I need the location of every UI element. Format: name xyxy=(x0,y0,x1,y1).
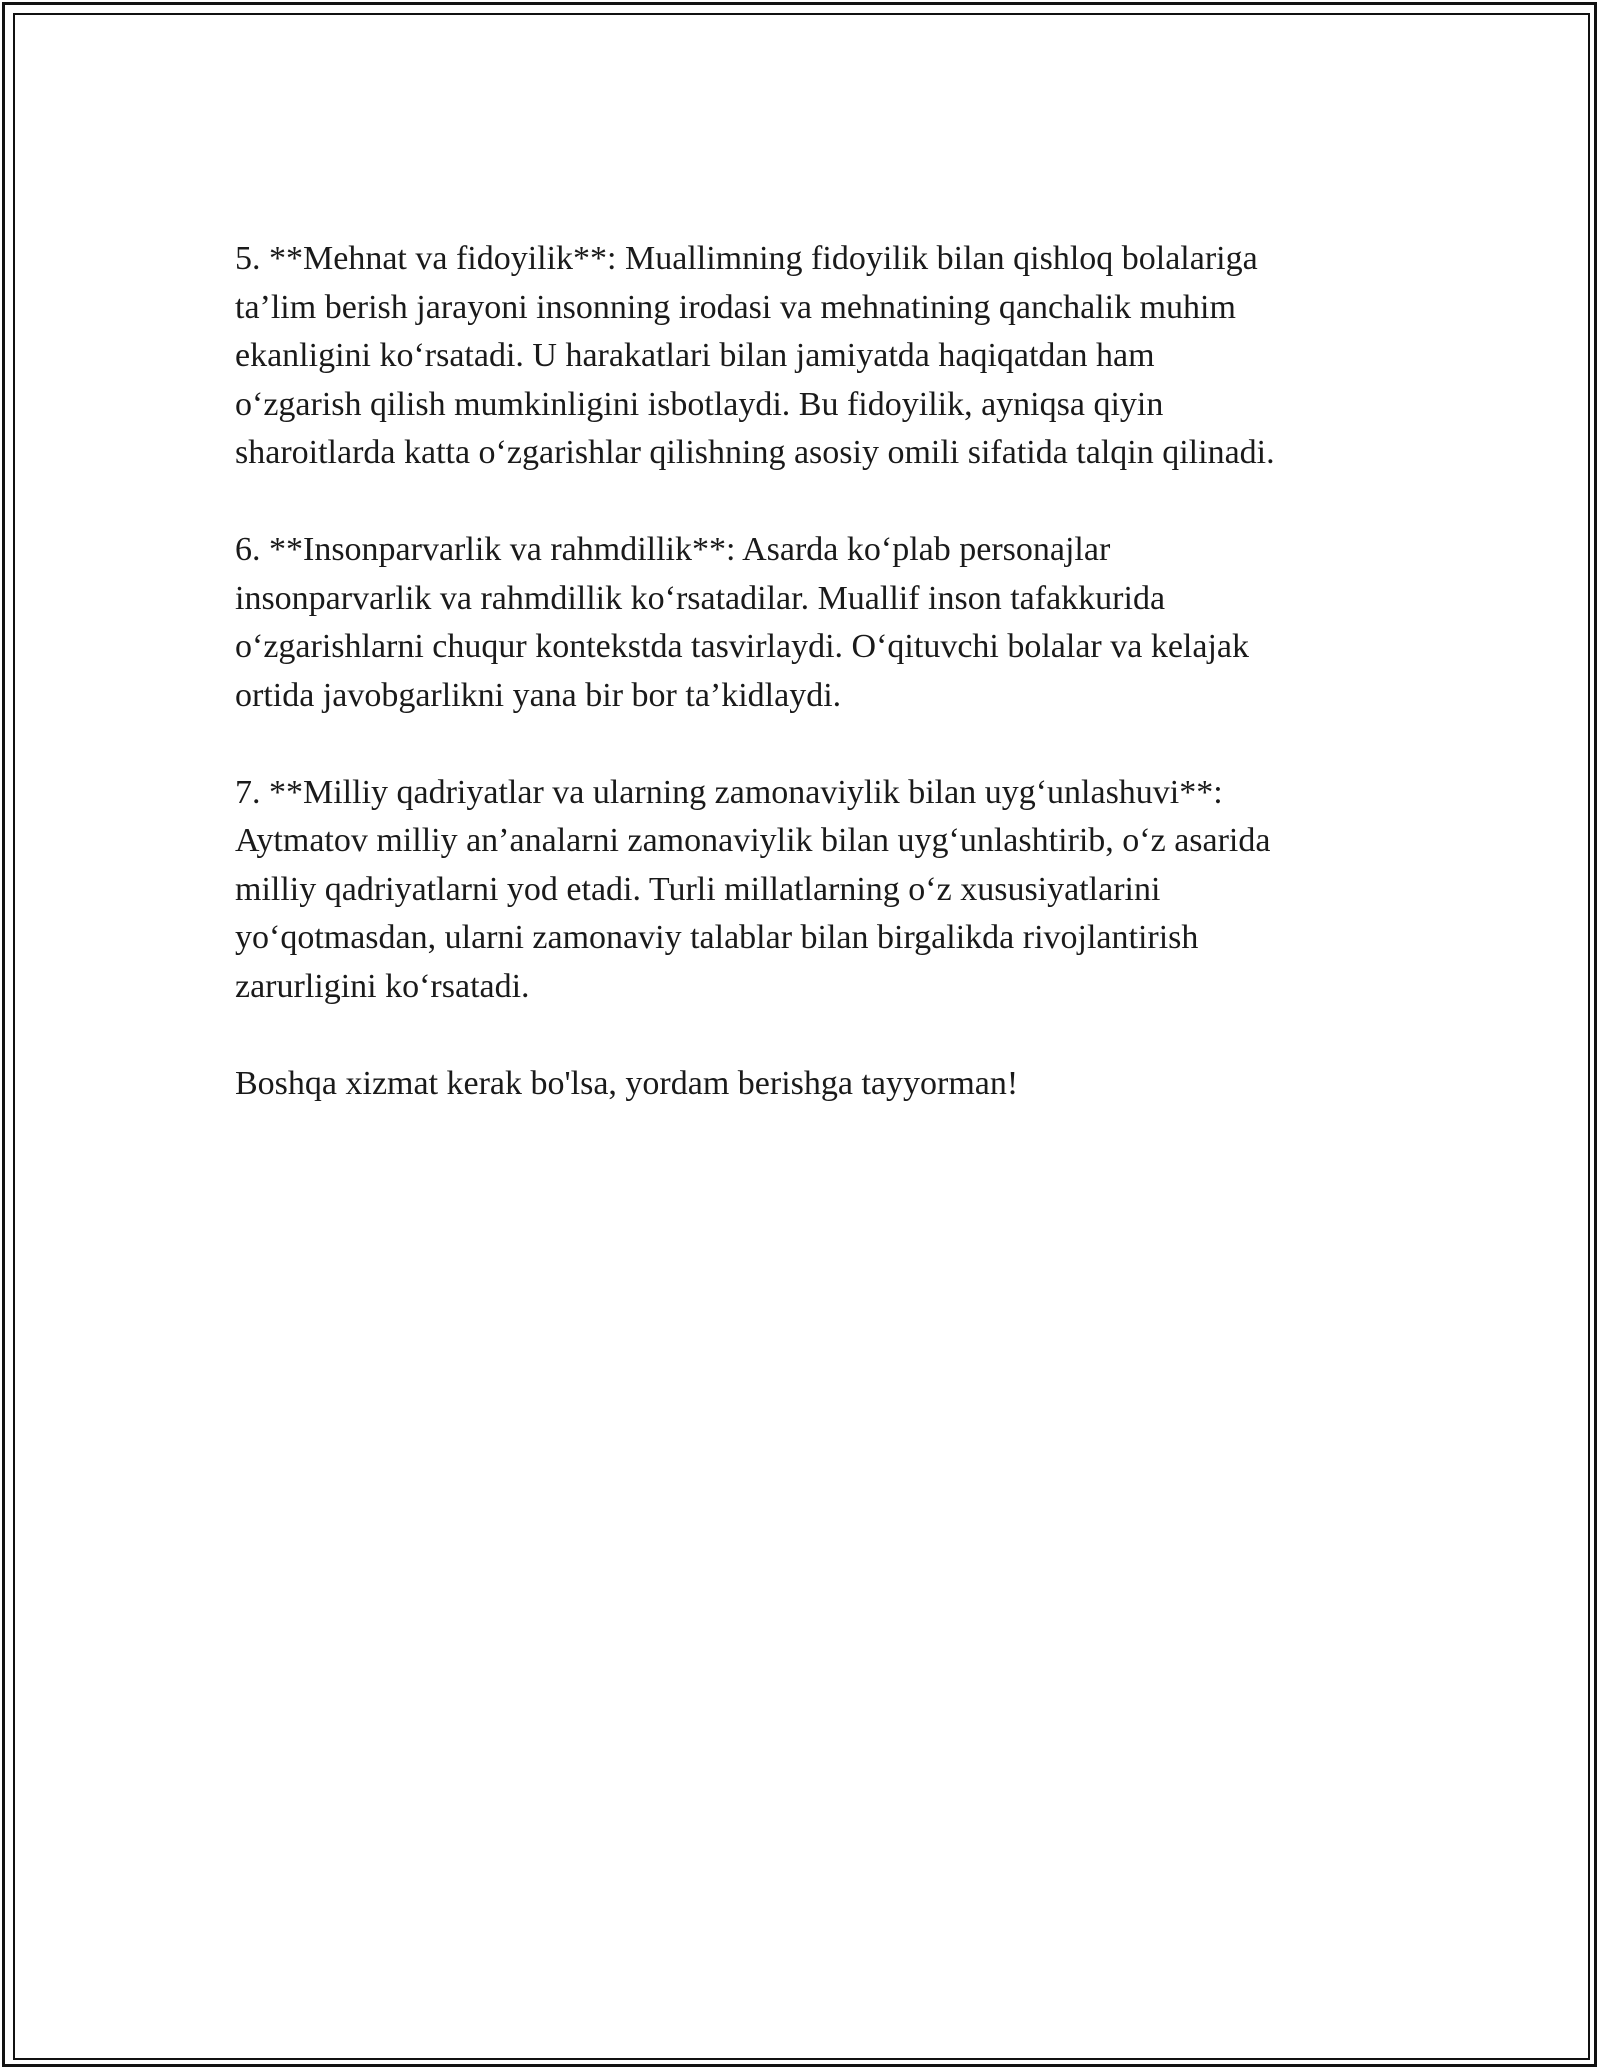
text-line: o‘zgarish qilish mumkinligini isbotlaydi. Bu fidoyilik, ayniqsa qiyin xyxy=(235,385,1164,423)
paragraph-closing xyxy=(235,1060,1375,1109)
text-line: milliy qadriyatlarni yod etadi. Turli millatlarning o‘z xususiyatlarini xyxy=(235,870,1161,908)
text-line: sharoitlarda katta o‘zgarishlar qilishning asosiy omili sifatida talqin qilinadi. xyxy=(235,434,1275,471)
text-line: ekanligini ko‘rsatadi. U harakatlari bilan jamiyatda haqiqatdan ham xyxy=(235,337,1155,374)
text-line: 5. **Mehnat va fidoyilik**: Muallimning fidoyilik bilan qishloq bolalariga xyxy=(235,240,1258,277)
paragraph-insonparvarlik xyxy=(235,526,1375,720)
text-line: 6. **Insonparvarlik va rahmdillik**: Asarda ko‘plab personajlar xyxy=(235,531,1111,568)
text-line: zarurligini ko‘rsatadi. xyxy=(235,967,530,1005)
text-line: Boshqa xizmat kerak bo'lsa, yordam berishga tayyorman! xyxy=(235,1064,1019,1102)
text-line: ortida javobgarlikni yana bir bor ta’kidlaydi. xyxy=(235,676,842,714)
text-line: insonparvarlik va rahmdillik ko‘rsatadilar. Muallif inson tafakkurida xyxy=(235,579,1166,617)
document-body xyxy=(235,235,1375,1157)
text-line: o‘zgarishlarni chuqur kontekstda tasvirlaydi. O‘qituvchi bolalar va kelajak xyxy=(235,628,1250,665)
text-line: yo‘qotmasdan, ularni zamonaviy talablar bilan birgalikda rivojlantirish xyxy=(235,919,1199,956)
text-line: 7. **Milliy qadriyatlar va ularning zamonaviylik bilan uyg‘unlashuvi**: xyxy=(235,773,1223,811)
text-line: Aytmatov milliy an’analarni zamonaviylik bilan uyg‘unlashtirib, o‘z asarida xyxy=(235,822,1271,859)
paragraph-mehnat-va-fidoyilik xyxy=(235,235,1375,478)
paragraph-milliy-qadriyatlar xyxy=(235,769,1375,1012)
text-line: ta’lim berish jarayoni insonning irodasi va mehnatining qanchalik muhim xyxy=(235,288,1236,326)
